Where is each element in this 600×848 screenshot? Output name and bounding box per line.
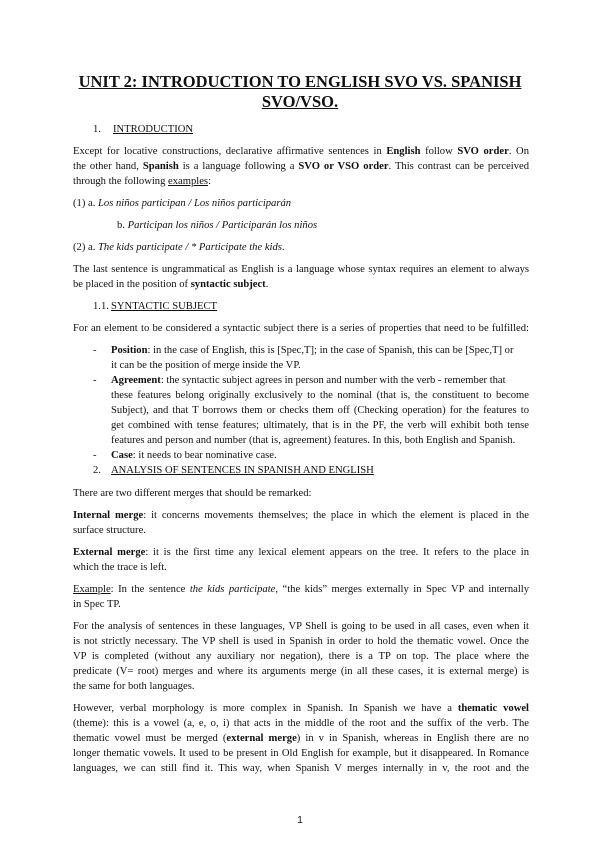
paragraph-line: longer thematic vowels. It used to be present in Old English for example, but it disappeared. In Romance <box>73 748 529 759</box>
paragraph-line: be placed in the position of syntactic subject. <box>73 279 269 290</box>
example-2a: (2) a. The kids participate / * Participate the kids. <box>73 242 285 253</box>
paragraph-line: thematic vowel must be merged (external merge) in v in Spanish, whereas in English there are no <box>73 733 529 744</box>
paragraph-line: For an element to be considered a syntactic subject there is a series of properties that need to be fulfilled: <box>73 323 529 334</box>
section-number: 2. <box>93 465 101 476</box>
paragraph-line: For the analysis of sentences in these languages, VP Shell is going to be used in all cases, even when it <box>73 621 529 632</box>
section-title: ANALYSIS OF SENTENCES IN SPANISH AND ENGLISH <box>111 465 374 476</box>
page-number: 1 <box>297 815 303 826</box>
paragraph-line: predicate (V= root) merges and where its arguments merge (in all these cases, it is external merge) is <box>73 666 529 677</box>
section-title: SYNTACTIC SUBJECT <box>111 301 217 312</box>
paragraph-line: surface structure. <box>73 525 146 536</box>
example-paragraph: Example: In the sentence the kids participate, “the kids” merges externally in Spec VP and internally <box>73 584 529 595</box>
paragraph-line: through the following examples: <box>73 176 212 187</box>
paragraph-line: the other hand, Spanish is a language following a SVO or VSO order. This contrast can be perceived <box>73 161 530 172</box>
paragraph-line: languages, we can still find it. This way, when Spanish V merges internally in v, the root and the <box>73 763 529 774</box>
paragraph-line: There are two different merges that should be remarked: <box>73 488 312 499</box>
title-line-1: UNIT 2: INTRODUCTION TO ENGLISH SVO VS. SPANISH <box>78 72 522 91</box>
paragraph-line: However, verbal morphology is more complex in Spanish. In Spanish we have a thematic vowel <box>73 703 529 714</box>
example-1b: b. Participan los niños / Participarán los niños <box>117 220 318 231</box>
paragraph-line: Except for locative constructions, declarative affirmative sentences in English follow SVO order. On <box>73 146 530 157</box>
list-item-line: get combined with tense features; ultimately, that is in the PF, the verb will exhibit both tense <box>111 420 529 431</box>
paragraph-line: VP is completed (without any auxiliary nor negation), there is a TP on top. The place where the <box>73 651 529 662</box>
list-item-line: features and person and number (that is, agreement) features. In this, both English and Spanish. <box>111 435 516 446</box>
paragraph-line: the same for both languages. <box>73 681 195 692</box>
paragraph-line: (theme): this is a vowel (a, e, o, i) that acts in the middle of the root and the suffix of the verb. The <box>73 718 529 729</box>
page-title <box>70 72 530 112</box>
paragraph-line: The last sentence is ungrammatical as English is a language whose syntax requires an element to always <box>73 264 529 275</box>
section-number: 1. <box>93 124 101 135</box>
example-1a: (1) a. Los niños participan / Los niños participarán <box>73 198 292 209</box>
list-item-agreement: - Agreement: the syntactic subject agrees in person and number with the verb - remember that <box>93 375 506 386</box>
section-heading-analysis <box>93 463 549 479</box>
title-line-2: SVO/VSO. <box>261 92 339 111</box>
paragraph-line: in Spec TP. <box>73 599 121 610</box>
internal-merge-definition: Internal merge: it concerns movements themselves; the place in which the element is placed in the <box>73 510 529 521</box>
section-heading-syntactic-subject <box>93 299 549 315</box>
list-item-case: - Case: it needs to bear nominative case. <box>93 450 277 461</box>
list-item-line: it can be the position of merge inside the VP. <box>111 360 301 371</box>
section-number: 1.1. <box>93 301 109 312</box>
list-item-line: Subject), and that T borrows them or checks them off (Checking operation) for the features to <box>111 405 529 416</box>
list-item-line: these features belong originally exclusively to the nominal (that is, the constituent to become <box>111 390 529 401</box>
list-item-position: - Position: in the case of English, this is [Spec,T]; in the case of Spanish, this can be [Spec,T] or <box>93 345 514 356</box>
external-merge-definition: External merge: it is the first time any lexical element appears on the tree. It refers to the place in <box>73 547 529 558</box>
paragraph-line: which the trace is left. <box>73 562 167 573</box>
section-title: INTRODUCTION <box>113 124 194 135</box>
paragraph-line: is not strictly necessary. The VP shell is used in Spanish in order to hold the thematic vowel. Once the <box>73 636 529 647</box>
section-heading-introduction <box>93 122 549 138</box>
